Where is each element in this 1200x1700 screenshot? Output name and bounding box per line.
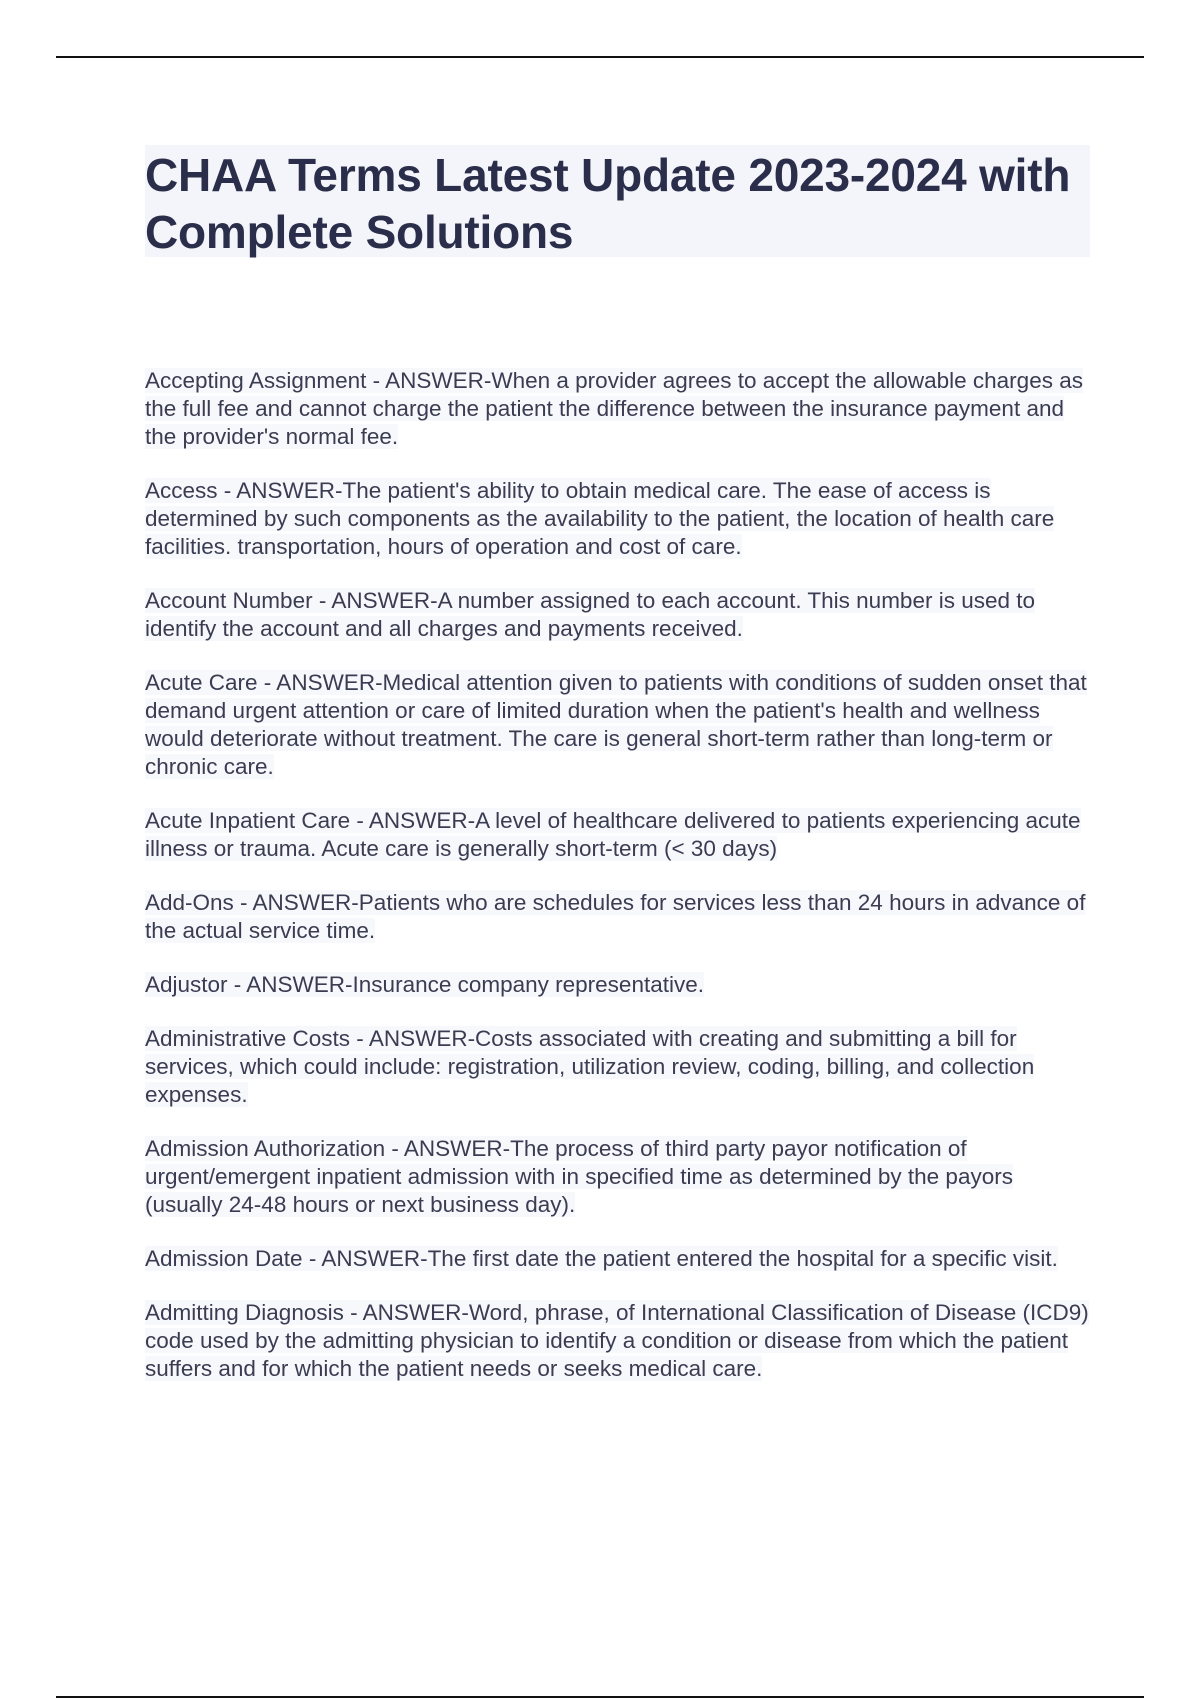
term-entry-text: Admission Authorization - ANSWER-The process of third party payor notification of urgent/emergent inpatient admission with in specified time as determined by the payors (usually 24-48 hours or next business day).	[145, 1136, 1013, 1217]
term-entry	[145, 807, 1095, 863]
term-entry	[145, 1299, 1095, 1383]
term-entry-text: Admission Date - ANSWER-The first date the patient entered the hospital for a specific visit.	[145, 1246, 1058, 1271]
title-block	[145, 145, 1090, 257]
term-entry-text: Admitting Diagnosis - ANSWER-Word, phrase, of International Classification of Disease (ICD9) code used by the admitting physician to identify a condition or disease from which the patient suffers and for which the patient needs or seeks medical care.	[145, 1300, 1089, 1381]
bottom-rule	[56, 1696, 1144, 1698]
term-entry-text: Administrative Costs - ANSWER-Costs associated with creating and submitting a bill for services, which could include: registration, utilization review, coding, billing, and collection expenses.	[145, 1026, 1035, 1107]
term-entry-text: Access - ANSWER-The patient's ability to obtain medical care. The ease of access is determined by such components as the availability to the patient, the location of health care facilities. transportation, hours of operation and cost of care.	[145, 478, 1055, 559]
term-entry	[145, 1135, 1095, 1219]
document-title: CHAA Terms Latest Update 2023-2024 with Complete Solutions	[145, 149, 1071, 258]
term-entry	[145, 971, 1095, 999]
term-list	[145, 367, 1095, 1409]
term-entry	[145, 889, 1095, 945]
term-entry	[145, 1245, 1095, 1273]
term-entry	[145, 367, 1095, 451]
term-entry	[145, 477, 1095, 561]
term-entry-text: Acute Inpatient Care - ANSWER-A level of healthcare delivered to patients experiencing acute illness or trauma. Acute care is generally short-term (< 30 days)	[145, 808, 1081, 861]
term-entry	[145, 587, 1095, 643]
term-entry	[145, 1025, 1095, 1109]
term-entry-text: Account Number - ANSWER-A number assigned to each account. This number is used to identify the account and all charges and payments received.	[145, 588, 1036, 641]
term-entry-text: Add-Ons - ANSWER-Patients who are schedules for services less than 24 hours in advance of the actual service time.	[145, 890, 1086, 943]
term-entry-text: Acute Care - ANSWER-Medical attention given to patients with conditions of sudden onset that demand urgent attention or care of limited duration when the patient's health and wellness would deteriorate without treatment. The care is general short-term rather than long-term or chronic care.	[145, 670, 1087, 779]
top-rule	[56, 56, 1144, 58]
term-entry-text: Adjustor - ANSWER-Insurance company representative.	[145, 972, 704, 997]
term-entry	[145, 669, 1095, 781]
term-entry-text: Accepting Assignment - ANSWER-When a provider agrees to accept the allowable charges as the full fee and cannot charge the patient the difference between the insurance payment and the provider's normal fee.	[145, 368, 1083, 449]
